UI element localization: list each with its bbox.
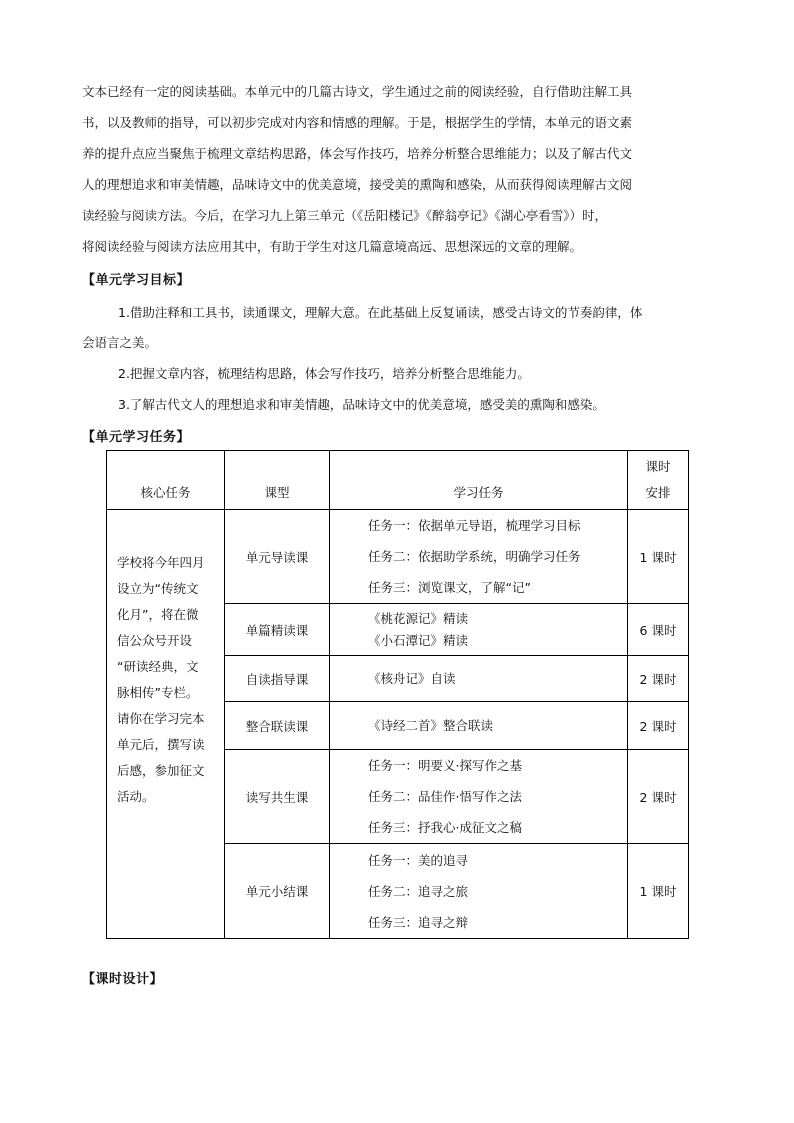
task-list (330, 750, 628, 844)
core-task-line: “研读经典，文 (117, 659, 199, 674)
core-task-line: 活动。 (117, 789, 155, 804)
table-header-row (107, 451, 689, 510)
section-heading-goals: 【单元学习目标】 (82, 273, 191, 288)
core-task-line: 信公众号开设 (117, 633, 193, 648)
core-task-line: 化月”，将在微 (117, 607, 199, 622)
hours-value: 6 课时 (628, 604, 689, 656)
goal-1-line-1: 1.借助注释和工具书，读通课文，理解大意。在此基础上反复诵读，感受古诗文的节奏韵律，体 (118, 305, 643, 320)
core-task-cell (107, 510, 225, 939)
header-hours-line-2: 安排 (645, 485, 671, 500)
lesson-type: 单元导读课 (225, 510, 330, 604)
section-heading-tasks: 【单元学习任务】 (82, 430, 191, 445)
header-hours (628, 451, 689, 510)
header-lesson-type: 课型 (225, 451, 330, 510)
goal-2: 2.把握文章内容，梳理结构思路，体会写作技巧，培养分析整合思维能力。 (118, 366, 530, 381)
task-item: 《诗经二首》整合联读 (368, 718, 494, 733)
task-item: 任务二：依据助学系统，明确学习任务 (368, 549, 581, 564)
header-learning-task: 学习任务 (330, 451, 628, 510)
hours-value: 1 课时 (628, 510, 689, 604)
intro-line-6: 将阅读经验与阅读方法应用其中，有助于学生对这几篇意境高远、思想深远的文章的理解。 (82, 239, 583, 254)
task-item: 任务三：抒我心·成征文之稿 (368, 820, 522, 835)
intro-line-5: 读经验与阅读方法。今后，在学习九上第三单元（《岳阳楼记》《醉翁亭记》《湖心亭看雪》）时， (82, 208, 608, 223)
core-task-line: 后感，参加征文 (117, 763, 205, 778)
core-task-line: 学校将今年四月 (117, 555, 205, 570)
task-item: 任务一：依据单元导语，梳理学习目标 (368, 518, 581, 533)
task-item: 任务三：追寻之辩 (368, 914, 469, 930)
lesson-type: 读写共生课 (225, 750, 330, 844)
task-item: 《核舟记》自读 (368, 671, 456, 686)
lesson-type: 整合联读课 (225, 702, 330, 750)
task-list (330, 844, 628, 939)
task-list (330, 656, 628, 702)
intro-line-4: 人的理想追求和审美情趣，品味诗文中的优美意境，接受美的熏陶和感染，从而获得阅读理解古文阅 (82, 177, 633, 192)
goal-1-line-2: 会语言之美。 (82, 335, 158, 350)
task-item: 任务二：品佳作·悟写作之法 (368, 789, 522, 804)
unit-task-table (106, 450, 689, 939)
lesson-type: 自读指导课 (225, 656, 330, 702)
core-task-line: 请你在学习完本 (117, 711, 205, 726)
hours-value: 2 课时 (628, 656, 689, 702)
intro-line-3: 养的提升点应当聚焦于梳理文章结构思路，体会写作技巧，培养分析整合思维能力；以及了解古代文 (82, 146, 633, 161)
table-row (107, 510, 689, 604)
task-item: 《小石潭记》精读 (368, 632, 469, 648)
task-item: 任务二：追寻之旅 (368, 883, 469, 899)
lesson-type: 单元小结课 (225, 844, 330, 939)
task-list (330, 604, 628, 656)
task-list (330, 510, 628, 604)
header-hours-line-1: 课时 (645, 459, 671, 474)
task-item: 任务三：浏览课文，了解“记” (368, 580, 531, 595)
hours-value: 2 课时 (628, 750, 689, 844)
hours-value: 2 课时 (628, 702, 689, 750)
goal-3: 3.了解古代文人的理想追求和审美情趣，品味诗文中的优美意境，感受美的熏陶和感染。 (118, 397, 605, 412)
task-item: 任务一：明要义·探写作之基 (368, 758, 522, 773)
core-task-line: 设立为“传统文 (117, 581, 199, 596)
hours-value: 1 课时 (628, 844, 689, 939)
task-list (330, 702, 628, 750)
header-core-task: 核心任务 (107, 451, 225, 510)
intro-line-2: 书，以及教师的指导，可以初步完成对内容和情感的理解。于是，根据学生的学情，本单元的语文素 (82, 115, 633, 130)
core-task-line: 脉相传”专栏。 (117, 685, 199, 700)
task-item: 《桃花源记》精读 (368, 610, 469, 626)
section-heading-lesson-design: 【课时设计】 (82, 972, 164, 987)
lesson-type: 单篇精读课 (225, 604, 330, 656)
intro-line-1: 文本已经有一定的阅读基础。本单元中的几篇古诗文，学生通过之前的阅读经验，自行借助注解工具 (82, 84, 633, 99)
core-task-line: 单元后，撰写读 (117, 737, 205, 752)
task-item: 任务一：美的追寻 (368, 852, 469, 868)
